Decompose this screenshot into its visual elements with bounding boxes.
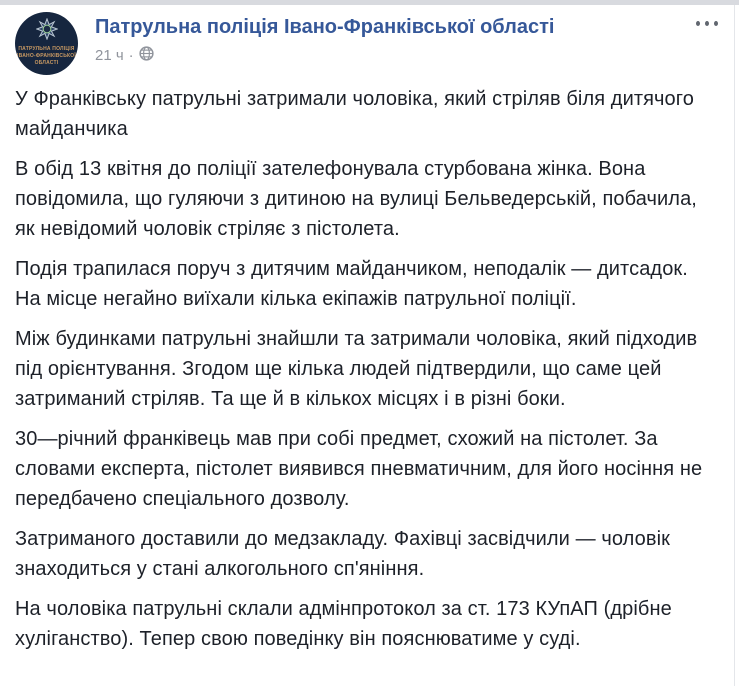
post-paragraph: Між будинками патрульні знайшли та затримали чоловіка, який підходив під орієнтування. Згодом ще кілька людей підтвердили, що саме цей затриманий стріляв. Та ще й в кількох місцях і в різні боки. xyxy=(15,328,698,410)
post-paragraph: Подія трапилася поруч з дитячим майданчиком, неподалік — дитсадок. На місце негайно виїхали кілька екіпажів патрульної поліції. xyxy=(15,258,688,310)
privacy-globe-icon xyxy=(139,46,154,65)
page-name-link[interactable]: Патрульна поліція Івано-Франківської області xyxy=(95,16,555,38)
more-dot-icon xyxy=(714,21,718,26)
avatar-text-line3: ОБЛАСТІ xyxy=(34,60,59,66)
avatar-text-line2: ІВАНО-ФРАНКІВСЬКОЇ xyxy=(17,53,76,59)
meta-separator: · xyxy=(128,47,134,64)
police-badge-icon xyxy=(36,18,58,45)
post-paragraph: Затриманого доставили до медзакладу. Фахівці засвідчили — чоловік знаходиться у стані алкогольного сп'яніння. xyxy=(15,528,671,580)
post-paragraph: На чоловіка патрульні склали адмінпротокол за ст. 173 КУпАП (дрібне хуліганство). Тепер свою поведінку він пояснюватиме у суді. xyxy=(15,598,672,650)
page-avatar[interactable] xyxy=(15,12,78,75)
post-meta xyxy=(95,46,554,65)
post-header-info xyxy=(95,12,554,65)
post-paragraph: 30—річний франківець мав при собі предмет, схожий на пістолет. За словами експерта, пістолет виявився пневматичним, для його носіння не передбачено спеціального дозволу. xyxy=(15,428,703,510)
post-header xyxy=(0,5,735,81)
post-options-button[interactable] xyxy=(690,12,724,34)
facebook-post-card xyxy=(0,5,735,654)
avatar-text-line1: ПАТРУЛЬНА ПОЛІЦІЯ xyxy=(18,46,75,52)
more-dot-icon xyxy=(696,21,700,26)
post-paragraph-headline: У Франківську патрульні затримали чоловіка, який стріляв біля дитячого майданчика xyxy=(15,88,694,140)
card-right-border xyxy=(734,5,735,686)
post-paragraph: В обід 13 квітня до поліції зателефонувала стурбована жінка. Вона повідомила, що гуляючи з дитиною на вулиці Бельведерській, побачила, як невідомий чоловік стріляє з пістолета. xyxy=(15,158,697,240)
more-dot-icon xyxy=(705,21,709,26)
post-timestamp-link[interactable]: 21 ч xyxy=(95,47,124,64)
post-text xyxy=(0,81,735,654)
